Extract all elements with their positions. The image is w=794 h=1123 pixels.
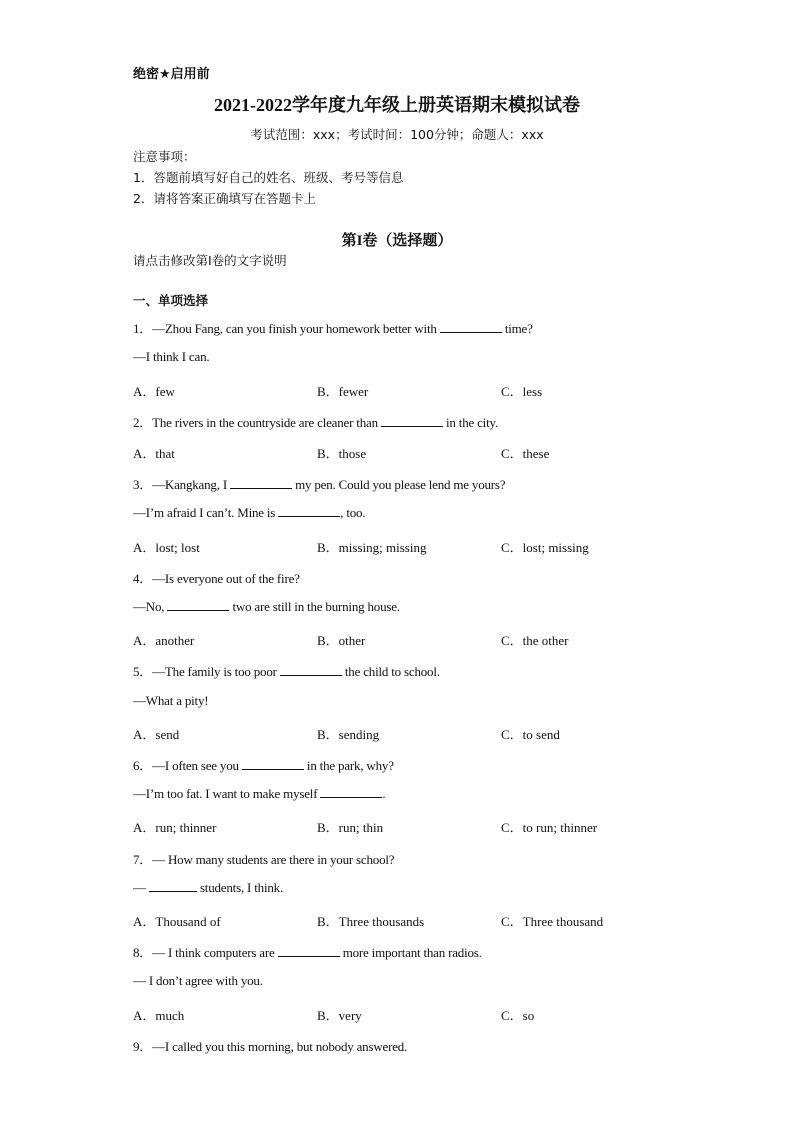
option-b: B．other <box>317 633 366 648</box>
section-title: 第I卷（选择题） <box>341 233 453 249</box>
question-text: 6．—I often see you <box>133 758 239 773</box>
question-text: —I’m afraid I can’t. Mine is <box>133 505 276 520</box>
option-c: C．Three thousand <box>501 914 604 929</box>
question-text: the child to school. <box>344 664 440 679</box>
question-text: in the city. <box>446 415 499 430</box>
dialogue-line <box>133 786 385 802</box>
answer-blank <box>230 477 292 489</box>
question-text: students, I think. <box>199 880 284 895</box>
note-item: 1．答题前填写好自己的姓名、班级、考号等信息 <box>133 170 404 185</box>
option-a: A．that <box>133 446 175 461</box>
answer-blank <box>381 415 443 427</box>
question-stem: 4．—Is everyone out of the fire? <box>133 571 300 586</box>
exam-subtitle: 考试范围：xxx；考试时间：100分钟；命题人：xxx <box>250 127 544 142</box>
option-a: A．Thousand of <box>133 914 221 929</box>
option-b: B．missing; missing <box>317 540 427 555</box>
exam-title: 2021-2022学年度九年级上册英语期末模拟试卷 <box>214 95 580 115</box>
question-text: 2．The rivers in the countryside are cleaner than <box>133 415 378 430</box>
question-text: more important than radios. <box>342 945 482 960</box>
question-text: 3．—Kangkang, I <box>133 477 227 492</box>
question-stem: 7．— How many students are there in your school? <box>133 852 395 867</box>
answer-blank <box>167 599 229 611</box>
question-text: 8．— I think computers are <box>133 945 275 960</box>
option-a: A．much <box>133 1008 185 1023</box>
answer-blank <box>440 321 502 333</box>
option-b: B．sending <box>317 727 380 742</box>
question-text: 1．—Zhou Fang, can you finish your homework better with <box>133 321 437 336</box>
option-a: A．another <box>133 633 195 648</box>
option-c: C．the other <box>501 633 569 648</box>
option-a: A．few <box>133 384 175 399</box>
note-item: 2．请将答案正确填写在答题卡上 <box>133 191 316 206</box>
question-text: . <box>382 786 386 801</box>
question-text: — <box>133 880 146 895</box>
option-a: A．lost; lost <box>133 540 200 555</box>
question-text: my pen. Could you please lend me yours? <box>295 477 506 492</box>
option-b: B．fewer <box>317 384 369 399</box>
dialogue-line: —What a pity! <box>133 693 209 708</box>
option-c: C．to send <box>501 727 560 742</box>
part-heading: 一、单项选择 <box>133 293 209 308</box>
option-b: B．run; thin <box>317 820 384 835</box>
answer-blank <box>149 880 197 892</box>
question-text: two are still in the burning house. <box>232 599 400 614</box>
answer-blank <box>242 758 304 770</box>
question-stem <box>133 661 440 680</box>
question-stem <box>133 942 482 961</box>
option-c: C．less <box>501 384 543 399</box>
option-a: A．send <box>133 727 180 742</box>
answer-blank <box>278 945 340 957</box>
notes-heading: 注意事项： <box>133 149 196 164</box>
dialogue-line: — I don’t agree with you. <box>133 973 263 988</box>
option-c: C．so <box>501 1008 535 1023</box>
option-c: C．these <box>501 446 550 461</box>
question-text: , too. <box>340 505 366 520</box>
dialogue-line: —I think I can. <box>133 349 210 364</box>
option-c: C．lost; missing <box>501 540 589 555</box>
answer-blank <box>320 786 382 798</box>
question-text: —No, <box>133 599 165 614</box>
question-stem <box>133 474 505 493</box>
option-c: C．to run; thinner <box>501 820 598 835</box>
option-b: B．those <box>317 446 367 461</box>
question-stem <box>133 755 394 774</box>
answer-blank <box>278 505 340 517</box>
question-stem <box>133 318 533 337</box>
dialogue-line <box>133 599 400 615</box>
answer-blank <box>280 664 342 676</box>
option-b: B．Three thousands <box>317 914 425 929</box>
option-a: A．run; thinner <box>133 820 217 835</box>
question-text: —I’m too fat. I want to make myself <box>133 786 318 801</box>
question-stem: 9．—I called you this morning, but nobody answered. <box>133 1039 408 1054</box>
question-text: 5．—The family is too poor <box>133 664 277 679</box>
confidential-mark: 绝密★启用前 <box>133 67 210 82</box>
dialogue-line <box>133 880 283 896</box>
question-text: in the park, why? <box>306 758 394 773</box>
section-instruction: 请点击修改第I卷的文字说明 <box>133 253 287 268</box>
question-stem <box>133 412 498 431</box>
question-text: time? <box>504 321 533 336</box>
option-b: B．very <box>317 1008 362 1023</box>
dialogue-line <box>133 505 365 521</box>
